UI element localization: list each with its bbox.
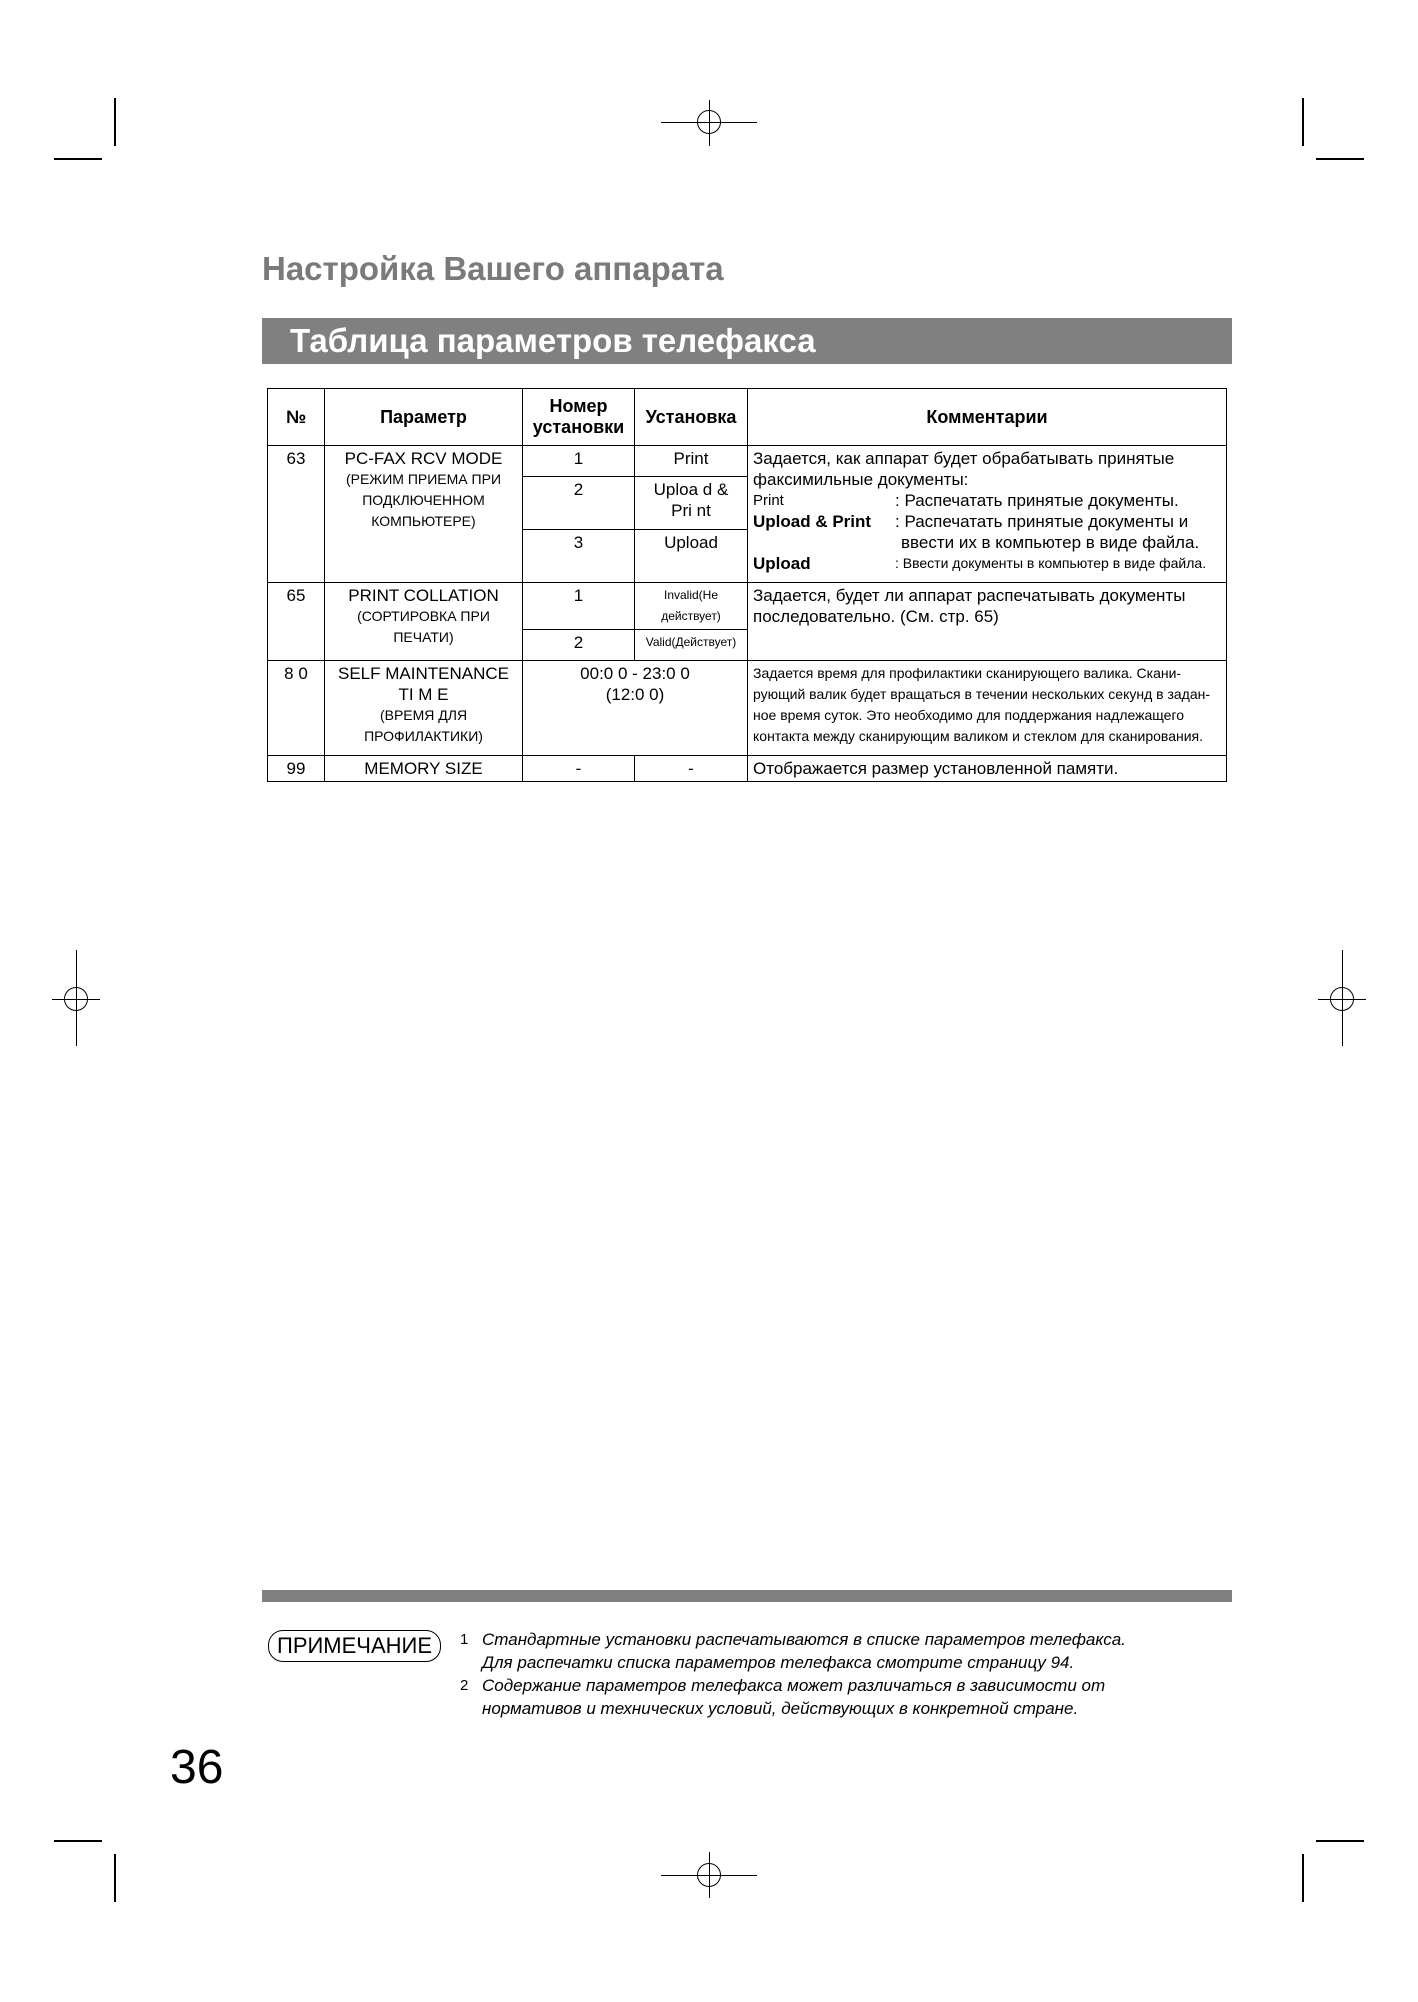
param-name <box>325 446 523 583</box>
setting-range-value: 00:0 0 - 23:0 0 <box>580 664 690 683</box>
note-indent <box>460 1697 482 1720</box>
setting-default-value: (12:0 0) <box>605 685 665 704</box>
crop-mark <box>1316 158 1364 160</box>
header-setting: Установка <box>635 389 748 446</box>
table-header-row <box>268 389 1227 446</box>
registration-circle <box>1330 987 1354 1011</box>
setting-value-line: Uploa d & <box>653 480 729 499</box>
note-text: нормативов и технических условий, действующих в конкретной стране. <box>482 1699 1079 1718</box>
comment-key: Upload <box>753 554 811 573</box>
section-title: Настройка Вашего аппарата <box>262 250 724 287</box>
notes-list <box>460 1628 1175 1720</box>
comment-key: Print <box>753 492 784 509</box>
registration-circle <box>64 987 88 1011</box>
setting-value <box>635 477 748 530</box>
param-name-en: PC-FAX RCV MODE <box>344 449 503 468</box>
crop-mark <box>1302 1854 1304 1902</box>
crop-mark <box>114 98 116 146</box>
note-item-continuation <box>460 1697 1175 1720</box>
setting-value: Valid(Действует) <box>635 630 748 661</box>
fax-parameters-table <box>267 388 1227 782</box>
setting-number: 1 <box>523 446 635 477</box>
param-name <box>325 661 523 756</box>
table-row <box>268 446 1227 477</box>
note-item <box>460 1674 1175 1697</box>
header-number: № <box>268 389 325 446</box>
param-number: 8 0 <box>268 661 325 756</box>
setting-value: - <box>635 756 748 782</box>
setting-value: Upload <box>635 530 748 583</box>
param-name-en: PRINT COLLATION <box>348 586 499 605</box>
param-name-en: TI M E <box>398 685 449 704</box>
setting-value-line: Pri nt <box>671 501 711 520</box>
setting-number: - <box>523 756 635 782</box>
note-text: Стандартные установки распечатываются в списке параметров телефакса. <box>482 1630 1126 1649</box>
note-item-continuation <box>460 1651 1175 1674</box>
registration-circle <box>697 1863 721 1887</box>
setting-number: 2 <box>523 630 635 661</box>
page-title-banner: Таблица параметров телефакса <box>262 318 1232 364</box>
header-setting-number-line1: Номер <box>549 396 608 416</box>
crop-mark <box>54 1840 102 1842</box>
note-text: Содержание параметров телефакса может различаться в зависимости от <box>482 1676 1106 1695</box>
note-indent <box>460 1651 482 1674</box>
param-name-ru: (СОРТИРОВКА ПРИ ПЕЧАТИ) <box>357 608 490 645</box>
param-name-ru: (ВРЕМЯ ДЛЯ ПРОФИЛАКТИКИ) <box>364 707 483 744</box>
note-number: 1 <box>460 1631 469 1648</box>
comment-value: : Распечатать принятые документы и <box>895 512 1189 531</box>
setting-number: 1 <box>523 583 635 630</box>
table-row <box>268 756 1227 782</box>
header-comments: Комментарии <box>748 389 1227 446</box>
note-text: Для распечатки списка параметров телефакса смотрите страницу 94. <box>482 1653 1075 1672</box>
table-row <box>268 661 1227 756</box>
crop-mark <box>1316 1840 1364 1842</box>
crop-mark <box>54 158 102 160</box>
header-setting-number-line2: установки <box>532 417 625 437</box>
setting-number: 2 <box>523 477 635 530</box>
header-parameter: Параметр <box>325 389 523 446</box>
setting-number: 3 <box>523 530 635 583</box>
param-comment: Отображается размер установленной памяти. <box>748 756 1227 782</box>
comment-value: : Распечатать принятые документы. <box>895 491 1179 510</box>
param-name-en: SELF MAINTENANCE <box>338 664 509 683</box>
param-number: 99 <box>268 756 325 782</box>
param-comment: Задается, будет ли аппарат распечатывать документы последовательно. (См. стр. 65) <box>748 583 1227 661</box>
param-comment <box>748 446 1227 583</box>
header-setting-number <box>523 389 635 446</box>
setting-value: Print <box>635 446 748 477</box>
note-item <box>460 1628 1175 1651</box>
comment-text: Задается, как аппарат будет обрабатывать принятые факсимильные документы: <box>753 449 1175 489</box>
note-number: 2 <box>460 1677 469 1694</box>
param-name <box>325 583 523 661</box>
crop-mark <box>114 1854 116 1902</box>
registration-circle <box>697 110 721 134</box>
note-badge: ПРИМЕЧАНИЕ <box>268 1630 441 1662</box>
param-name-ru: ПОДКЛЮЧЕННОМ КОМПЬЮТЕРЕ) <box>362 492 485 529</box>
comment-key: Upload & Print <box>753 512 872 531</box>
setting-value: Invalid(Не действует) <box>635 583 748 630</box>
crop-mark <box>1302 98 1304 146</box>
param-name-ru: (РЕЖИМ ПРИЕМА ПРИ <box>345 471 502 487</box>
page-number: 36 <box>170 1741 224 1794</box>
comment-value: : Ввести документы в компьютер в виде файла. <box>895 555 1207 571</box>
table-row <box>268 583 1227 630</box>
footer-divider-bar <box>262 1590 1232 1602</box>
param-comment: Задается время для профилактики сканирующего валика. Сканирующий валик будет вращаться в течении нескольких секунд в заданное время суток. Это необходимо для поддержания надлежащего контакта между сканирующим валиком и стеклом для сканирования. <box>748 661 1227 756</box>
setting-range <box>523 661 748 756</box>
param-name: MEMORY SIZE <box>325 756 523 782</box>
comment-value: ввести их в компьютер в виде файла. <box>901 533 1200 552</box>
param-number: 65 <box>268 583 325 661</box>
param-number: 63 <box>268 446 325 583</box>
